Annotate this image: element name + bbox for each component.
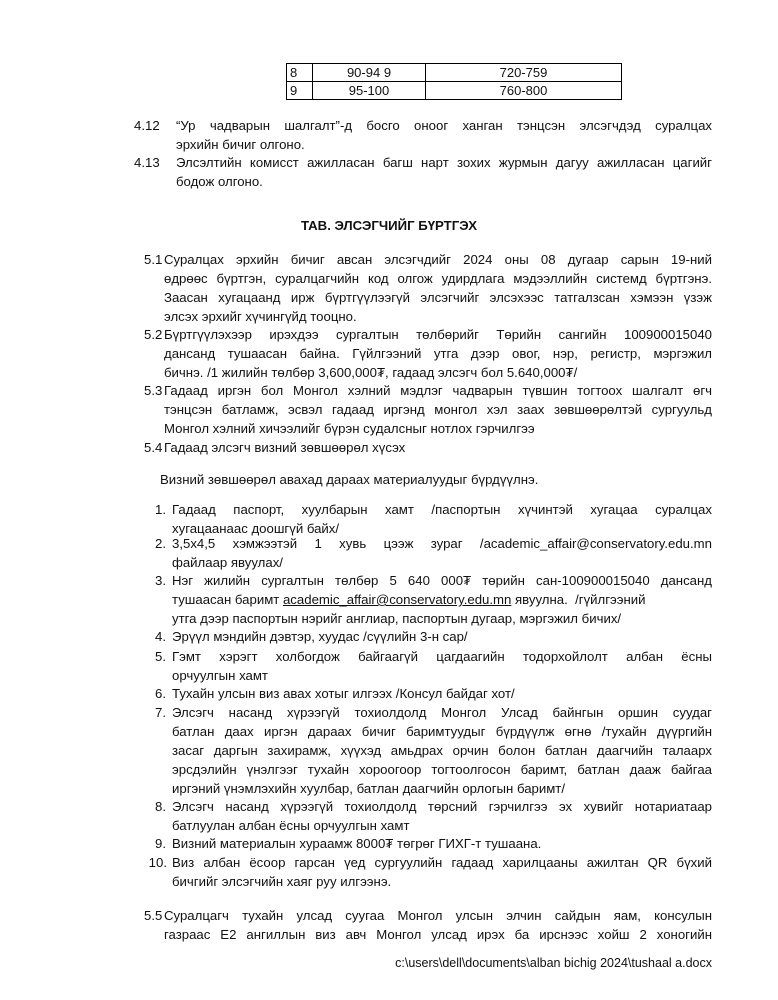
clause-number: 5.4 bbox=[144, 440, 163, 455]
clause-text: газраас E2 ангиллын виз авч Монгол улсад ирэх ба ирснээс хойш 2 хоногийн bbox=[164, 927, 712, 942]
list-number: 8. bbox=[155, 799, 166, 814]
clause-text: “Ур чадварын шалгалт”-д босго оноог ханган тэнцсэн элсэгчдэд суралцах bbox=[176, 118, 712, 133]
list-text-part: явуулна. /гүйлгээний bbox=[511, 592, 646, 607]
clause-text: дансанд тушаасан байна. Гүйлгээний утга дээр овог, нэр, регистр, мэргэжил bbox=[164, 346, 712, 361]
clause-text: эрхийн бичиг олгоно. bbox=[176, 137, 305, 152]
list-text: Гэмт хэрэгт холбогдож байгаагүй цагдаагийн тодорхойлолт албан ёсны bbox=[172, 649, 712, 664]
list-text: Тухайн улсын виз авах хотыг илгээх /Консул байдаг хот/ bbox=[172, 686, 515, 701]
clause-number: 5.3 bbox=[144, 383, 163, 398]
clause-number: 4.12 bbox=[134, 118, 160, 133]
list-text: хугацаанаас доошгүй байх/ bbox=[172, 521, 340, 536]
clause-text: Гадаад элсэгч визний зөвшөөрөл хүсэх bbox=[164, 440, 406, 455]
clause-number: 5.1 bbox=[144, 252, 163, 267]
clause-text: Суралцах эрхийн бичиг авсан элсэгчдийг 2024 оны 08 дугаар сарын 19-ний bbox=[164, 252, 712, 267]
table-cell: 8 bbox=[287, 64, 313, 82]
list-text bbox=[172, 590, 712, 609]
clause-text: тэнцсэн батламж, эсвэл гадаад иргэнд монгол хэл заах зөвшөөрөлтэй сургуульд bbox=[164, 402, 712, 417]
visa-intro: Визний зөвшөөрөл авахад дараах материалуудыг бүрдүүлнэ. bbox=[160, 472, 539, 487]
list-text: Элсэгч насанд хүрээгүй тохиолдолд төрсний гэрчилгээ эх хувийг нотариатаар bbox=[172, 799, 712, 814]
list-text: батлан даах иргэн дараах бичиг баримтуудыг бүрдүүлж өгнө /тухайн дүүргийн bbox=[172, 724, 712, 739]
list-number: 10. bbox=[148, 855, 167, 870]
table-cell: 90-94 9 bbox=[313, 64, 426, 82]
clause-number: 5.2 bbox=[144, 327, 163, 342]
list-number: 3. bbox=[155, 573, 166, 588]
table-cell: 720-759 bbox=[426, 64, 622, 82]
list-text: Элсэгч насанд хүрээгүй тохиолдолд Монгол Улсад байнгын оршин суудаг bbox=[172, 705, 712, 720]
clause-text: Суралцагч тухайн улсад суугаа Монгол улсын элчин сайдын яам, консулын bbox=[164, 908, 712, 923]
clause-text: Бүртгүүлэхээр ирэхдээ сургалтын төлбөрийг Төрийн сангийн 100900015040 bbox=[164, 327, 712, 342]
list-text: Гадаад паспорт, хуулбарын хамт /паспортын хүчинтэй хугацаа суралцах bbox=[172, 502, 712, 517]
list-text: Эрүүл мэндийн дэвтэр, хуудас /сүүлийн 3-н сар/ bbox=[172, 629, 468, 644]
table-cell: 760-800 bbox=[426, 82, 622, 100]
email-link[interactable]: academic_affair@conservatory.edu.mn bbox=[282, 592, 512, 607]
table-cell: 95-100 bbox=[313, 82, 426, 100]
clause-text: бичнэ. /1 жилийн төлбөр 3,600,000₮, гадаад элсэгч бол 5.640,000₮/ bbox=[164, 365, 578, 380]
table-row bbox=[287, 64, 622, 82]
clause-text: Элсэлтийн комисст ажилласан багш нарт зохих журмын дагуу ажилласан цагийг bbox=[176, 155, 712, 170]
list-number: 5. bbox=[155, 649, 166, 664]
list-number: 9. bbox=[155, 836, 166, 851]
list-text: батлуулан албан ёсны орчуулгын хамт bbox=[172, 818, 410, 833]
list-text: утга дээр паспортын нэрийг англиар, паспортын дугаар, мэргэжил бичих/ bbox=[172, 611, 622, 626]
list-text: Визний материалын хураамж 8000₮ төгрөг ГИХГ-т тушаана. bbox=[172, 836, 542, 851]
list-text: 3,5x4,5 хэмжээтэй 1 хувь цээж зураг /academic_affair@conservatory.edu.mn bbox=[172, 536, 712, 551]
list-text: Нэг жилийн сургалтын төлбөр 5 640 000₮ төрийн сан-100900015040 дансанд bbox=[172, 573, 712, 588]
clause-number: 5.5 bbox=[144, 908, 163, 923]
list-text: эрсдэлийн үнэлгээг тухайн хороогоор тогтоолгосон баримт, батлан дааж байгаа bbox=[172, 762, 712, 777]
list-text-part: тушаасан баримт bbox=[172, 592, 283, 607]
list-text: орчуулгын хамт bbox=[172, 668, 268, 683]
list-text: файлаар явуулах/ bbox=[172, 555, 283, 570]
clause-number: 4.13 bbox=[134, 155, 160, 170]
list-text: бичгийг элсэгчийн хаяг руу илгээнэ. bbox=[172, 874, 392, 889]
list-number: 1. bbox=[155, 502, 166, 517]
table-row bbox=[287, 82, 622, 100]
list-number: 7. bbox=[155, 705, 166, 720]
list-text: иргэний үнэмлэхийн хуулбар, батлан даагчийн орлогын баримт/ bbox=[172, 781, 566, 796]
clause-text: Заасан хугацаанд ирж бүртгүүлээгүй элсэгчийг элсэхээс татгалзсан хэмээн үзэж bbox=[164, 290, 712, 305]
table-cell: 9 bbox=[287, 82, 313, 100]
list-number: 4. bbox=[155, 629, 166, 644]
clause-text: өдрөөс бүртгэн, суралцагчийн код олгож удирдлага мэдээллийн системд бүртгэнэ. bbox=[164, 271, 712, 286]
list-number: 2. bbox=[155, 536, 166, 551]
section-title: ТАВ. ЭЛСЭГЧИЙГ БҮРТГЭХ bbox=[300, 218, 478, 233]
document-file-path: c:\users\dell\documents\alban bichig 2024\tushaal a.docx bbox=[395, 956, 712, 970]
score-table bbox=[286, 63, 622, 100]
list-text: засаг даргын захирамж, хүүхэд амьдрах орчин болон батлан даагчийн талаарх bbox=[172, 743, 712, 758]
list-text: Виз албан ёсоор гарсан үед сургуулийн гадаад харилцааны ажилтан QR бүхий bbox=[172, 855, 712, 870]
list-number: 6. bbox=[155, 686, 166, 701]
clause-text: Монгол хэлний хичээлийг бүрэн судалсныг нотлох гэрчилгээ bbox=[164, 421, 535, 436]
clause-text: элсэх эрхийг хүчингүйд тооцно. bbox=[164, 309, 357, 324]
clause-text: Гадаад иргэн бол Монгол хэлний мэдлэг чадварын түвшин тогтоох шалгалт өгч bbox=[164, 383, 712, 398]
clause-text: бодож олгоно. bbox=[176, 174, 263, 189]
